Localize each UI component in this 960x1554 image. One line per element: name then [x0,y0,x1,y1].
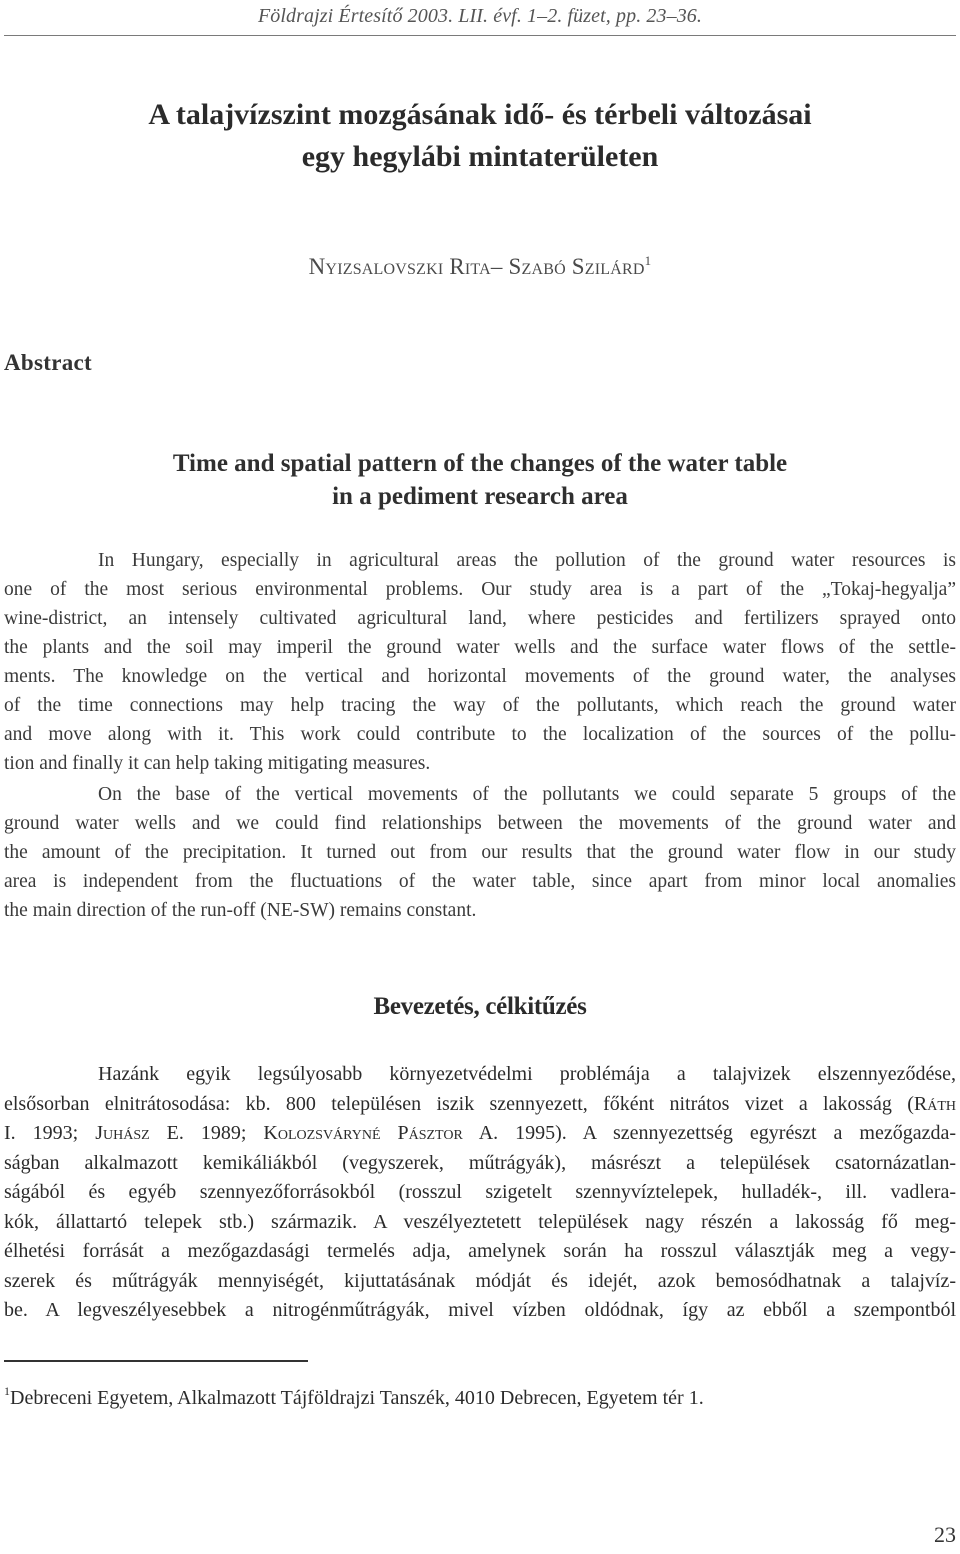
text-line: be. A legveszélyesebbek a nitrogénműtrágyák, mivel vízben oldódnak, így az ebből a szempontból [4,1299,956,1321]
text-line: kók, állattartó telepek stb.) származik. A veszélyeztetett települések nagy részén a lakosság fő meg- [4,1210,956,1233]
journal-header: Földrajzi Értesítő 2003. LII. évf. 1–2. füzet, pp. 23–36. [257,5,702,27]
text-line: ground water wells and we could find relationships between the movements of the ground water and [4,813,956,834]
abstract-title [0,447,960,513]
page-number: 23 [934,1522,956,1547]
text-line: ments. The knowledge on the vertical and horizontal movements of the ground water, the analyses [4,666,956,687]
text-line: the main direction of the run-off (NE-SW) remains constant. [4,900,477,921]
footnote-text: Debreceni Egyetem, Alkalmazott Tájföldrajzi Tanszék, 4010 Debrecen, Egyetem tér 1. [10,1387,704,1409]
authors-names: Nyizsalovszki Rita– Szabó Szilárd [308,254,645,279]
text-line: On the base of the vertical movements of the pollutants we could separate 5 groups of the [98,784,956,805]
text-line: of the time connections may help tracing the way of the pollutants, which reach the ground water [4,695,956,716]
intro-paragraph [4,1060,956,1326]
text-line: one of the most serious environmental problems. Our study area is a part of the „Tokaj-hegyalja” [4,579,956,600]
text-line: area is independent from the fluctuations of the water table, since apart from minor local anomalies [4,871,956,892]
article-title [0,94,960,178]
footnote-mark: 1 [4,1384,10,1398]
text-line: the plants and the soil may imperil the ground water wells and the surface water flows of the settle- [4,637,956,658]
authors-footnote-mark: 1 [644,253,652,268]
text-line: tion and finally it can help taking mitigating measures. [4,753,431,774]
text-line: ságban alkalmazott kemikáliákból (vegyszerek, műtrágyák), másrészt a települések csatornázatlan- [4,1151,956,1174]
citation-author: Juhász [95,1122,150,1144]
footnote [4,1384,704,1410]
text-line: Hazánk egyik legsúlyosabb környezetvédelmi problémája a talajvizek elszennyeződése, [98,1063,956,1085]
text-line: ságából és egyéb szennyezőforrásokból (rosszul szigetelt szennyvíztelepek, hulladék-, ill. vadlera- [4,1181,956,1203]
abstract-title-line-1: Time and spatial pattern of the changes of the water table [172,450,788,477]
footnote-rule [4,1360,308,1362]
text-line: the amount of the precipitation. It turned out from our results that the ground water flow in our study [4,842,956,863]
text-line: In Hungary, especially in agricultural areas the pollution of the ground water resources is [98,550,956,571]
header-rule [4,35,956,36]
text-line [4,1119,956,1149]
abstract-paragraph-1 [4,546,956,778]
text-line [4,1090,956,1120]
section-heading: Bevezetés, célkitűzés [373,993,587,1020]
text-run: I. 1993; [4,1122,96,1144]
text-line: wine-district, an intensely cultivated agricultural land, where pesticides and fertilizers sprayed onto [4,608,956,629]
text-run: A. 1995). A szennyezettség egyrészt a mezőgazda- [462,1122,956,1144]
abstract-title-line-2: in a pediment research area [332,483,628,510]
text-run: elsősorban elnitrátosodása: kb. 800 településen iszik szennyezett, főként nitrátos vizet a lakosság ( [4,1092,914,1115]
authors [0,253,960,280]
abstract-paragraph-2 [4,780,956,925]
citation-author: Ráth [913,1092,956,1115]
article-title-line-1: A talajvízszint mozgásának idő- és térbeli változásai [148,98,812,131]
abstract-label: Abstract [4,350,92,375]
text-run: E. 1989; [149,1122,264,1144]
article-title-line-2: egy hegylábi mintaterületen [301,140,659,173]
citation-author: Kolozsváryné Pásztor [263,1122,463,1144]
text-line: szerek és műtrágyák mennyiségét, kijuttatásának módját és idejét, azok bemosódhatnak a talajvíz- [4,1269,956,1292]
text-line: élhetési forrását a mezőgazdasági termelés adja, amelynek során ha rosszul választják meg a vegy- [4,1240,956,1262]
text-line: and move along with it. This work could contribute to the localization of the sources of the pollu- [4,724,956,745]
